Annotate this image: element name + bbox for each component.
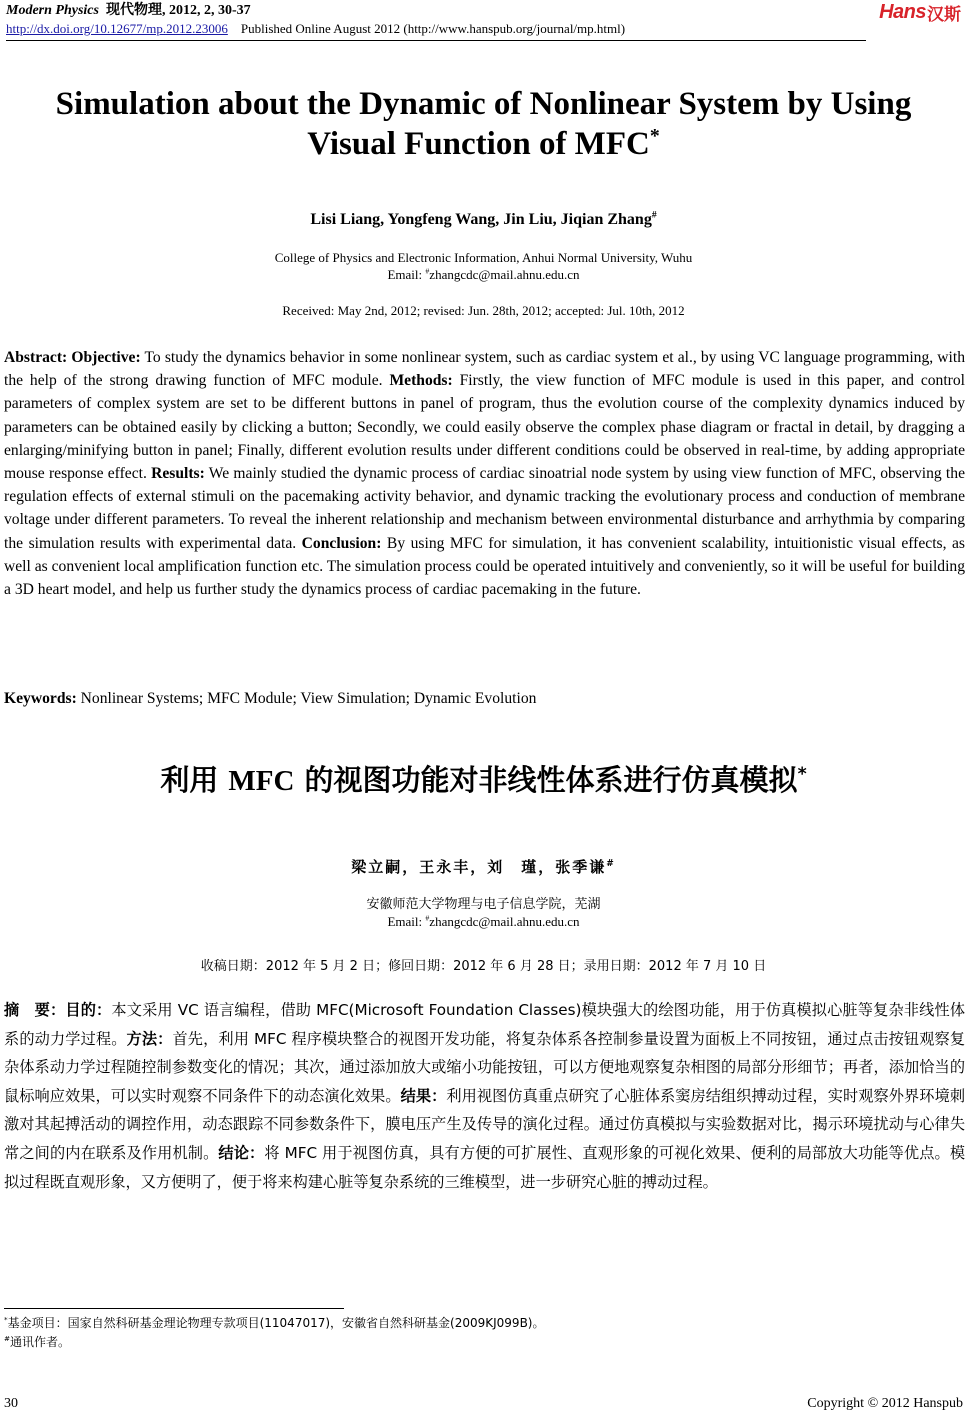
results-cn-label: 结果： [400, 1086, 447, 1105]
paper-title-en [0, 84, 967, 164]
institution-cn: 安徽师范大学物理与电子信息学院，芜湖 [366, 897, 601, 912]
title-en-line2-wrap [0, 124, 967, 164]
journal-name: Modern Physics [6, 3, 99, 18]
footnotes [4, 1314, 964, 1352]
journal-issue: 现代物理, 2012, 2, 30-37 [105, 3, 251, 18]
footnote-fund-mark: * [4, 1315, 8, 1324]
institution-en: College of Physics and Electronic Information, Anhui Normal University, Wuhu [274, 250, 693, 265]
dates-en: Received: May 2nd, 2012; revised: Jun. 28th, 2012; accepted: Jul. 10th, 2012 [282, 303, 685, 318]
authors-en [0, 211, 967, 229]
methods-cn-label: 方法： [126, 1029, 173, 1048]
page-number: 30 [4, 1396, 18, 1411]
conclusion-cn-text: 将 MFC 用于视图仿真，具有方便的可扩展性、直观形象的可视化效果、便利的局部放大功能等优点。模拟过程既直观形象，又方便明了，便于将来构建心脏等复杂系统的三维模型，进一步研究心脏的搏动过程。 [4, 1143, 966, 1191]
authors-cn-names: 梁立嗣，王永丰，刘 瑾，张季谦 [351, 858, 607, 876]
doi-link[interactable]: http://dx.doi.org/10.12677/mp.2012.23006 [6, 21, 228, 36]
conclusion-en-text: By using MFC for simulation, it has convenient scalability, intuitionistic visual effects, as well as convenient local amplification function etc. The simulation process could be operated intuitively and conveniently, so it will be useful for building a 3D heart model, and help us further study the dynamics process of cardiac pacemaking in the future. [4, 534, 966, 599]
published-info: Published Online August 2012 (http://www.hanspub.org/journal/mp.html) [240, 21, 626, 36]
affiliation-en [0, 249, 967, 283]
objective-en-text: To study the dynamics behavior in some nonlinear system, such as cardiac system et al., by using VC language programming, with the help of the strong drawing function of MFC module. [4, 349, 965, 390]
title-en-line1: Simulation about the Dynamic of Nonlinear System by Using [55, 86, 912, 122]
authors-cn-mark: # [606, 859, 616, 869]
email-cn-address: zhangcdc@mail.ahnu.edu.cn [429, 914, 580, 929]
footnote-fund-text: 基金项目：国家自然科研基金理论物理专款项目(11047017)，安徽省自然科研基金(2009KJ099B)。 [7, 1316, 545, 1330]
email-cn [0, 913, 967, 930]
objective-cn-text: 本文采用 VC 语言编程，借助 MFC(Microsoft Foundation Classes)模块强大的绘图功能，用于仿真模拟心脏等复杂非线性体系的动力学过程。 [4, 1001, 966, 1048]
affiliation-cn [0, 896, 967, 930]
title-cn-mark: * [797, 764, 807, 785]
title-cn-mfc: MFC [228, 765, 295, 797]
keywords-en [4, 690, 965, 708]
authors-en-names: Lisi Liang, Yongfeng Wang, Jin Liu, Jiqian Zhang [310, 211, 652, 228]
abstract-cn [4, 996, 965, 1196]
methods-en-text: Firstly, the view function of MFC module is used in this paper, and control parameters of complex system are set to be different buttons in panel of program, thus the evolution course of the complexity dynamics induced by parameters can be obtained easily by clicking a button; Secondly, we could easily observe the complex phase diagram or fractal in detail, by dragging a enlarging/minifying button in panel; Finally, different evolution results under different conditions could be observed in real-time, by adding appropriate mouse response effect. [4, 372, 965, 483]
title-en-mark: * [649, 125, 660, 147]
footnote-fund [4, 1314, 964, 1333]
abstract-en-label: Abstract: [4, 349, 68, 366]
methods-en-label: Methods: [389, 372, 453, 390]
dates-cn: 收稿日期：2012 年 5 月 2 日；修回日期：2012 年 6 月 28 日；录用日期：2012 年 7 月 10 日 [200, 959, 767, 974]
footnote-corresponding [4, 1333, 964, 1352]
email-en-label: Email: [387, 267, 426, 282]
results-cn-text: 利用视图仿真重点研究了心脏体系窦房结组织搏动过程，实时观察外界环境刺激对其起搏活动的调控作用，动态跟踪不同参数条件下，膜电压产生及传导的演化过程。通过仿真模拟与实验数据对比，揭示环境扰动与心律失常之间的内在联系及作用机制。 [4, 1086, 966, 1162]
header-rule [6, 40, 866, 41]
abstract-en [4, 346, 965, 601]
authors-cn [0, 856, 967, 877]
copyright: Copyright © 2012 Hanspub [807, 1396, 963, 1411]
doi-line [6, 20, 961, 37]
email-cn-label: Email: [387, 914, 426, 929]
footnote-rule [4, 1308, 344, 1309]
objective-en-label: Objective: [71, 349, 141, 366]
email-en-mark: # [425, 266, 430, 276]
title-cn-part1: 利用 [160, 763, 229, 797]
paper-title-cn [0, 760, 967, 801]
objective-cn-label: 目的： [65, 1001, 112, 1019]
title-en-line2: Visual Function of MFC [307, 126, 650, 162]
logo-hans-text: Hans [879, 0, 926, 23]
footnote-corr-text: 通讯作者。 [10, 1335, 71, 1349]
methods-cn-text: 首先，利用 MFC 程序模块整合的视图开发功能，将复杂体系各控制参量设置为面板上不同按钮，通过点击按钮观察复杂体系动力学过程随控制参数变化的情况；其次，通过添加放大或缩小功能按钮，可以方便地观察复杂相图的局部分形细节；再者，添加恰当的鼠标响应效果，可以实时观察不同条件下的动态演化效果。 [4, 1029, 966, 1105]
email-en [0, 266, 967, 283]
keywords-en-label: Keywords: [4, 690, 77, 707]
journal-info [6, 2, 961, 19]
keywords-en-text: Nonlinear Systems; MFC Module; View Simulation; Dynamic Evolution [76, 690, 537, 707]
page-header [6, 2, 961, 41]
results-en-text: We mainly studied the dynamic process of cardiac sinoatrial node system by using view function of MFC, observing the regulation effects of external stimuli on the pacemaking activity behavior, and dynamic tracking the evolutionary process and conduction of membrane voltage under different parameters. To reveal the inherent relationship and mechanism between environmental disturbance and arrhythmia by comparing the simulation results with experimental data. [4, 465, 965, 552]
abstract-cn-label: 摘 要： [4, 1001, 66, 1019]
email-en-address: zhangcdc@mail.ahnu.edu.cn [429, 267, 580, 282]
conclusion-en-label: Conclusion: [301, 534, 382, 552]
page-footer [4, 1396, 963, 1412]
footnote-corr-mark: # [4, 1334, 11, 1343]
results-en-label: Results: [151, 465, 205, 483]
conclusion-cn-label: 结论： [218, 1143, 265, 1162]
publisher-logo [879, 0, 961, 25]
title-cn-part2: 的视图功能对非线性体系进行仿真模拟 [294, 763, 798, 797]
logo-cn-text: 汉斯 [927, 4, 961, 25]
authors-en-mark: # [651, 209, 657, 221]
email-cn-mark: # [425, 913, 430, 923]
